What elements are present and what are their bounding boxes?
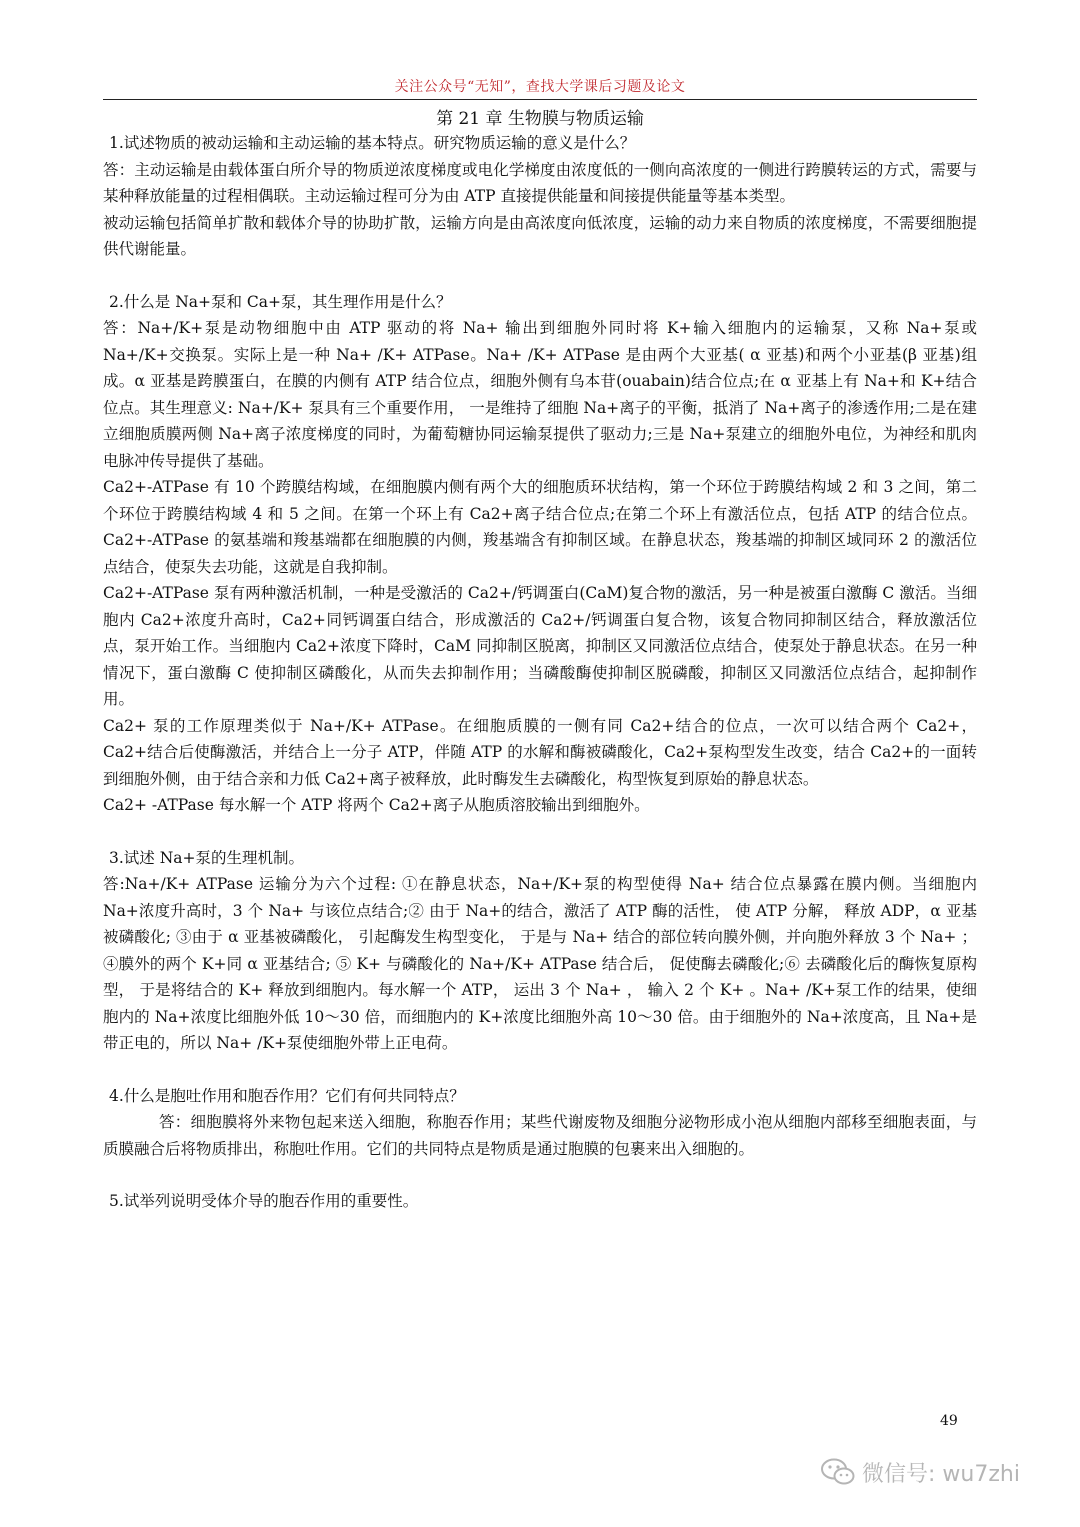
question-3: 3.试述 Na+泵的生理机制。 bbox=[109, 848, 305, 867]
question-1: 1.试述物质的被动运输和主动运输的基本特点。研究物质运输的意义是什么？ bbox=[109, 134, 636, 152]
header-banner: 关注公众号“无知”，查找大学课后习题及论文 bbox=[394, 79, 686, 95]
question-2: 2.什么是 Na+泵和 Ca+泵，其生理作用是什么？ bbox=[109, 292, 452, 311]
answer-1-paragraph-2: 被动运输包括简单扩散和载体介导的协助扩散，运输方向是由高浓度向低浓度，运输的动力来自物质的浓度梯度，不需要细胞提供代谢能量。 bbox=[103, 213, 977, 258]
question-5: 5.试举列说明受体介导的胞吞作用的重要性。 bbox=[109, 1192, 419, 1210]
wechat-watermark bbox=[820, 1452, 1020, 1492]
section-gap bbox=[103, 1162, 977, 1188]
section-gap bbox=[103, 1057, 977, 1083]
chapter-title: 第 21 章 生物膜与物质运输 bbox=[436, 109, 644, 129]
section-gap bbox=[103, 819, 977, 845]
answer-2-paragraph-5: Ca2+ -ATPase 每水解一个 ATP 将两个 Ca2+离子从胞质溶胶输出到细胞外。 bbox=[103, 796, 650, 814]
wechat-icon bbox=[820, 1457, 856, 1487]
answer-2-paragraph-4: Ca2+ 泵的工作原理类似于 Na+/K+ ATPase。在细胞质膜的一侧有同 Ca2+结合的位点，一次可以结合两个 Ca2+， Ca2+结合后使酶激活，并结合上一分子 ATP，伴随 ATP 的水解和酶被磷酸化，Ca2+泵构型发生改变，结合 Ca2+的一面转到细胞外侧，由于结合亲和力低 Ca2+离子被释放，此时酶发生去磷酸化，构型恢复到原始的静息状态。 bbox=[103, 716, 977, 788]
answer-4-paragraph-1: 答：细胞膜将外来物包起来送入细胞，称胞吞作用；某些代谢废物及细胞分泌物形成小泡从细胞内部移至细胞表面，与质膜融合后将物质排出，称胞吐作用。它们的共同特点是物质是通过胞膜的包裹来出入细胞的。 bbox=[103, 1113, 977, 1158]
page-number: 49 bbox=[940, 1413, 958, 1429]
answer-3-paragraph-1: 答:Na+/K+ ATPase 运输分为六个过程: ①在静息状态，Na+/K+泵的构型使得 Na+ 结合位点暴露在膜内侧。当细胞内 Na+浓度升高时，3 个 Na+ 与该位点结合;② 由于 Na+的结合，激活了 ATP 酶的活性， 使 ATP 分解， 释放 ADP，α 亚基被磷酸化; ③由于 α 亚基被磷酸化， 引起酶发生构型变化， 于是与 Na+ 结合的部位转向膜外侧，并向胞外释放 3 个 Na+ ；④膜外的两个 K+同 α 亚基结合; ⑤ K+ 与磷酸化的 Na+/K+ ATPase 结合后， 促使酶去磷酸化;⑥ 去磷酸化后的酶恢复原构型， 于是将结合的 K+ 释放到细胞内。每水解一个 ATP， 运出 3 个 Na+ ， 输入 2 个 K+ 。Na+ /K+泵工作的结果，使细胞内的 Na+浓度比细胞外低 10～30 倍，而细胞内的 K+浓度比细胞外高 10～30 倍。由于细胞外的 Na+浓度高，且 Na+是带正电的，所以 Na+ /K+泵使细胞外带上正电荷。 bbox=[103, 875, 977, 1052]
answer-1-paragraph-1: 答：主动运输是由载体蛋白所介导的物质逆浓度梯度或电化学梯度由浓度低的一侧向高浓度的一侧进行跨膜转运的方式，需要与某种释放能量的过程相偶联。主动运输过程可分为由 ATP 直接提供能量和间接提供能量等基本类型。 bbox=[103, 160, 977, 205]
answer-2-paragraph-1: 答：Na+/K+泵是动物细胞中由 ATP 驱动的将 Na+ 输出到细胞外同时将 K+输入细胞内的运输泵，又称 Na+泵或 Na+/K+交换泵。实际上是一种 Na+ /K+ ATPase。Na+ /K+ ATPase 是由两个大亚基( α 亚基)和两个小亚基(β 亚基)组成。α 亚基是跨膜蛋白，在膜的内侧有 ATP 结合位点，细胞外侧有乌本苷(ouabain)结合位点;在 α 亚基上有 Na+和 K+结合位点。其生理意义: Na+/K+ 泵具有三个重要作用， 一是维持了细胞 Na+离子的平衡，抵消了 Na+离子的渗透作用;二是在建立细胞质膜两侧 Na+离子浓度梯度的同时，为葡萄糖协同运输泵提供了驱动力;三是 Na+泵建立的细胞外电位，为神经和肌肉电脉冲传导提供了基础。 bbox=[103, 319, 977, 470]
answer-2-paragraph-2: Ca2+-ATPase 有 10 个跨膜结构域，在细胞膜内侧有两个大的细胞质环状结构，第一个环位于跨膜结构域 2 和 3 之间，第二个环位于跨膜结构域 4 和 5 之间。在第一个环上有 Ca2+离子结合位点;在第二个环上有激活位点，包括 ATP 的结合位点。Ca2+-ATPase 的氨基端和羧基端都在细胞膜的内侧，羧基端含有抑制区域。在静息状态，羧基端的抑制区域同环 2 的激活位点结合，使泵失去功能，这就是自我抑制。 bbox=[103, 478, 977, 576]
section-gap bbox=[103, 263, 977, 289]
document-body bbox=[103, 130, 977, 1215]
header-divider bbox=[103, 99, 977, 100]
question-4: 4.什么是胞吐作用和胞吞作用？它们有何共同特点？ bbox=[109, 1086, 465, 1105]
answer-2-paragraph-3: Ca2+-ATPase 泵有两种激活机制，一种是受激活的 Ca2+/钙调蛋白(CaM)复合物的激活，另一种是被蛋白激酶 C 激活。当细胞内 Ca2+浓度升高时，Ca2+同钙调蛋白结合，形成激活的 Ca2+/钙调蛋白复合物，该复合物同抑制区结合，释放激活位点，泵开始工作。当细胞内 Ca2+浓度下降时，CaM 同抑制区脱离，抑制区又同激活位点结合，使泵处于静息状态。在另一种情况下，蛋白激酶 C 使抑制区磷酸化，从而失去抑制作用；当磷酸酶使抑制区脱磷酸，抑制区又同激活位点结合，起抑制作用。 bbox=[103, 584, 977, 708]
watermark-text: 微信号: wu7zhi bbox=[862, 1461, 1020, 1487]
